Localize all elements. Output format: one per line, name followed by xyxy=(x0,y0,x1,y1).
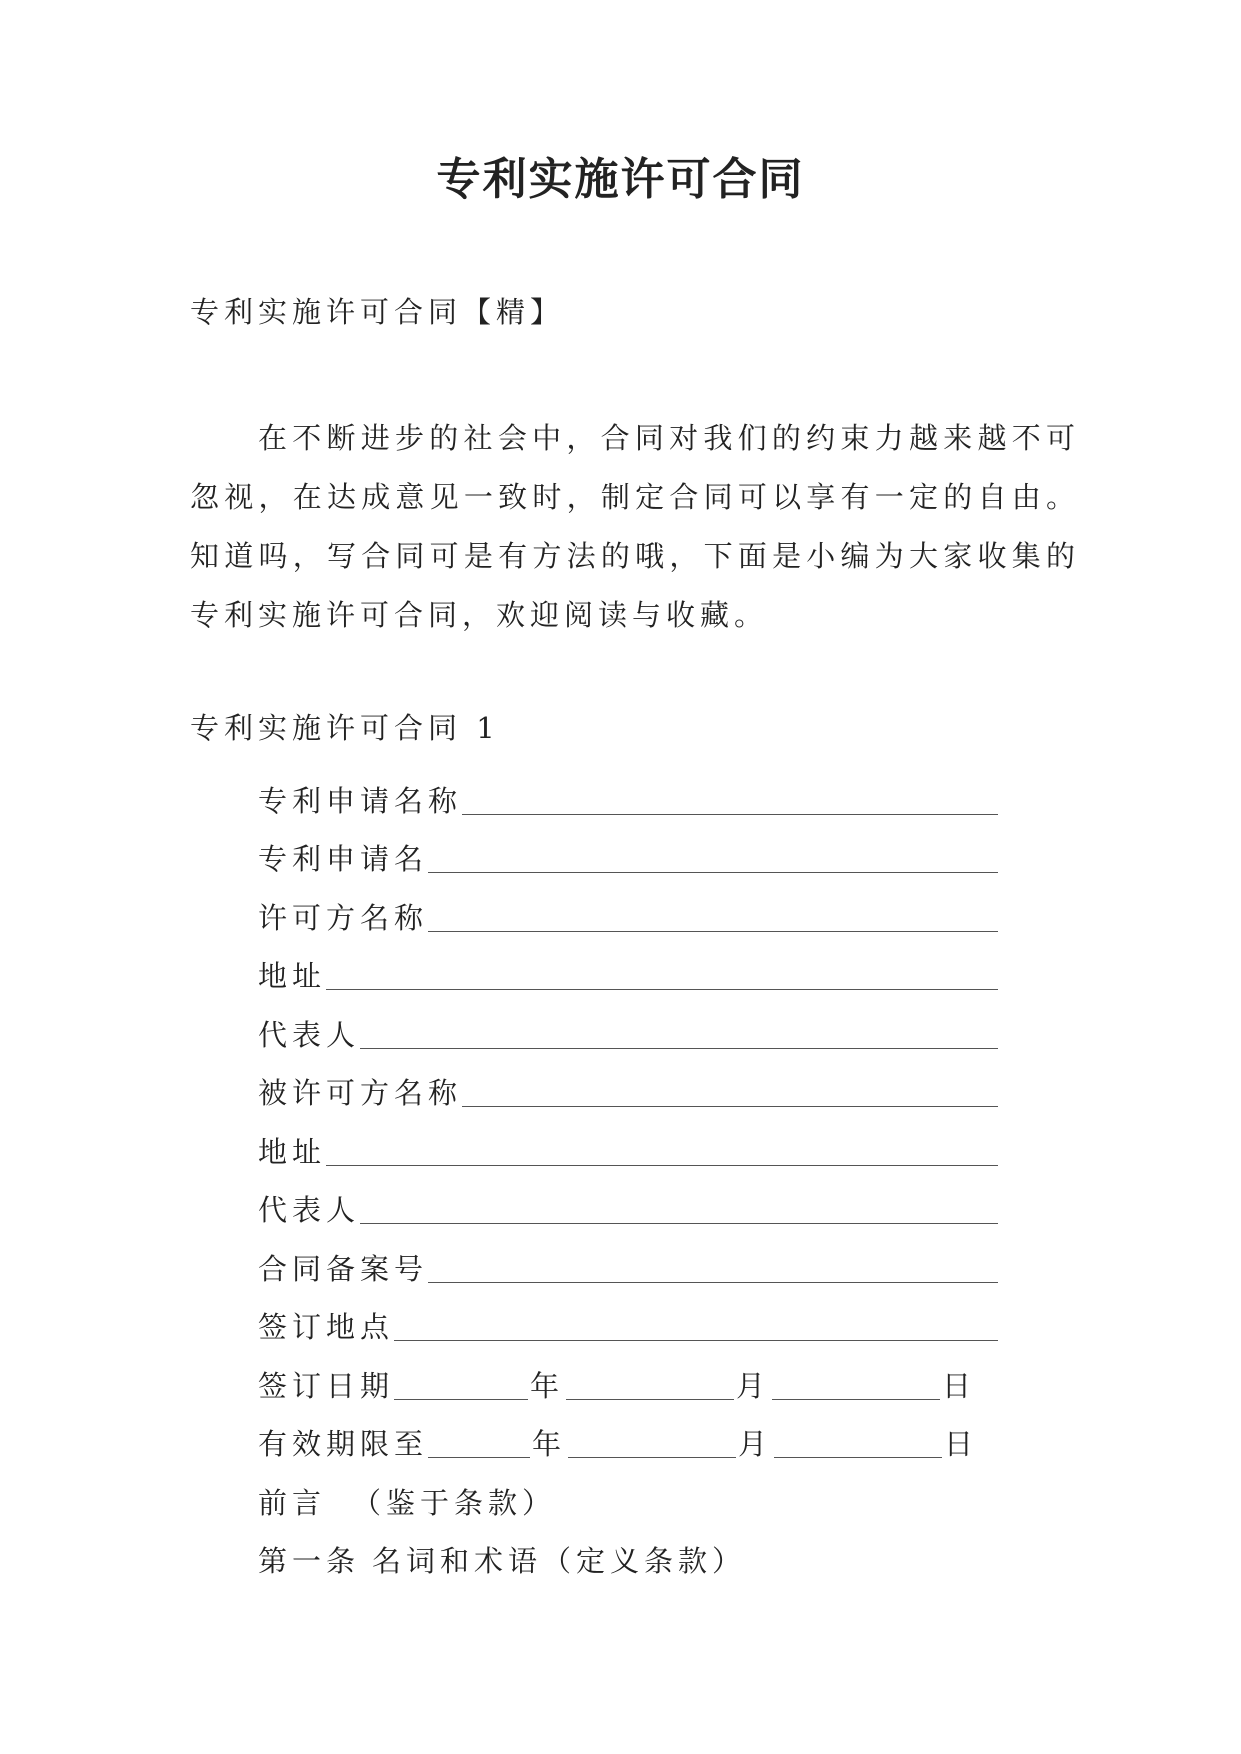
contract-fields xyxy=(258,762,998,1581)
day-blank xyxy=(772,1369,940,1400)
blank-line xyxy=(360,1193,998,1224)
field-label: 签订地点 xyxy=(258,1310,395,1344)
field-row xyxy=(258,1172,998,1231)
field-row xyxy=(258,1055,998,1114)
preface-row xyxy=(258,1464,998,1523)
article-row xyxy=(258,1523,998,1582)
year-unit: 年 xyxy=(532,1427,567,1461)
field-row xyxy=(258,821,998,880)
month-blank xyxy=(566,1369,734,1400)
preface-note: （鉴于条款） xyxy=(352,1485,557,1520)
month-blank xyxy=(568,1427,736,1458)
field-row xyxy=(258,938,998,997)
valid-until-row xyxy=(258,1406,998,1465)
field-label: 地址 xyxy=(258,1134,327,1169)
valid-until-label: 有效期限至 xyxy=(258,1427,429,1461)
document-subtitle: 专利实施许可合同【精】 xyxy=(190,295,565,329)
field-label: 许可方名称 xyxy=(258,900,429,935)
blank-line xyxy=(428,901,998,932)
field-label: 地址 xyxy=(258,959,327,993)
article-text: 名词和术语（定义条款） xyxy=(372,1544,747,1578)
field-label: 被许可方名称 xyxy=(258,1076,463,1110)
year-blank xyxy=(394,1369,528,1400)
field-row xyxy=(258,1113,998,1172)
field-row xyxy=(258,1230,998,1289)
field-row xyxy=(258,996,998,1055)
blank-line xyxy=(462,784,998,815)
field-row xyxy=(258,879,998,938)
field-label: 代表人 xyxy=(258,1193,361,1227)
document-title: 专利实施许可合同 xyxy=(436,154,805,205)
field-label: 专利申请名 xyxy=(258,842,429,876)
year-blank xyxy=(428,1427,530,1458)
intro-paragraph: 在不断进步的社会中，合同对我们的约束力越来越不可忽视，在达成意见一致时，制定合同可以享有一定的自由。知道吗，写合同可是有方法的哦，下面是小编为大家收集的专利实施许可合同，欢迎阅读与收藏。 xyxy=(190,421,1080,632)
field-row xyxy=(258,1289,998,1348)
day-blank xyxy=(774,1427,942,1458)
blank-line xyxy=(360,1018,998,1049)
day-unit: 日 xyxy=(942,1368,977,1403)
field-label: 专利申请名称 xyxy=(258,783,463,818)
blank-line xyxy=(462,1076,998,1107)
blank-line xyxy=(326,1135,998,1166)
month-unit: 月 xyxy=(736,1368,771,1403)
field-label: 代表人 xyxy=(258,1017,361,1052)
field-row xyxy=(258,762,998,821)
month-unit: 月 xyxy=(738,1427,773,1461)
day-unit: 日 xyxy=(944,1427,979,1461)
sign-date-row xyxy=(258,1347,998,1406)
preface-label: 前言 xyxy=(258,1485,327,1520)
blank-line xyxy=(326,959,998,990)
blank-line xyxy=(394,1310,998,1341)
field-label: 合同备案号 xyxy=(258,1251,429,1286)
section-title: 专利实施许可合同 1 xyxy=(190,711,500,745)
year-unit: 年 xyxy=(530,1368,565,1403)
blank-line xyxy=(428,842,998,873)
blank-line xyxy=(428,1252,998,1283)
article-label: 第一条 xyxy=(258,1544,361,1578)
sign-date-label: 签订日期 xyxy=(258,1368,395,1403)
